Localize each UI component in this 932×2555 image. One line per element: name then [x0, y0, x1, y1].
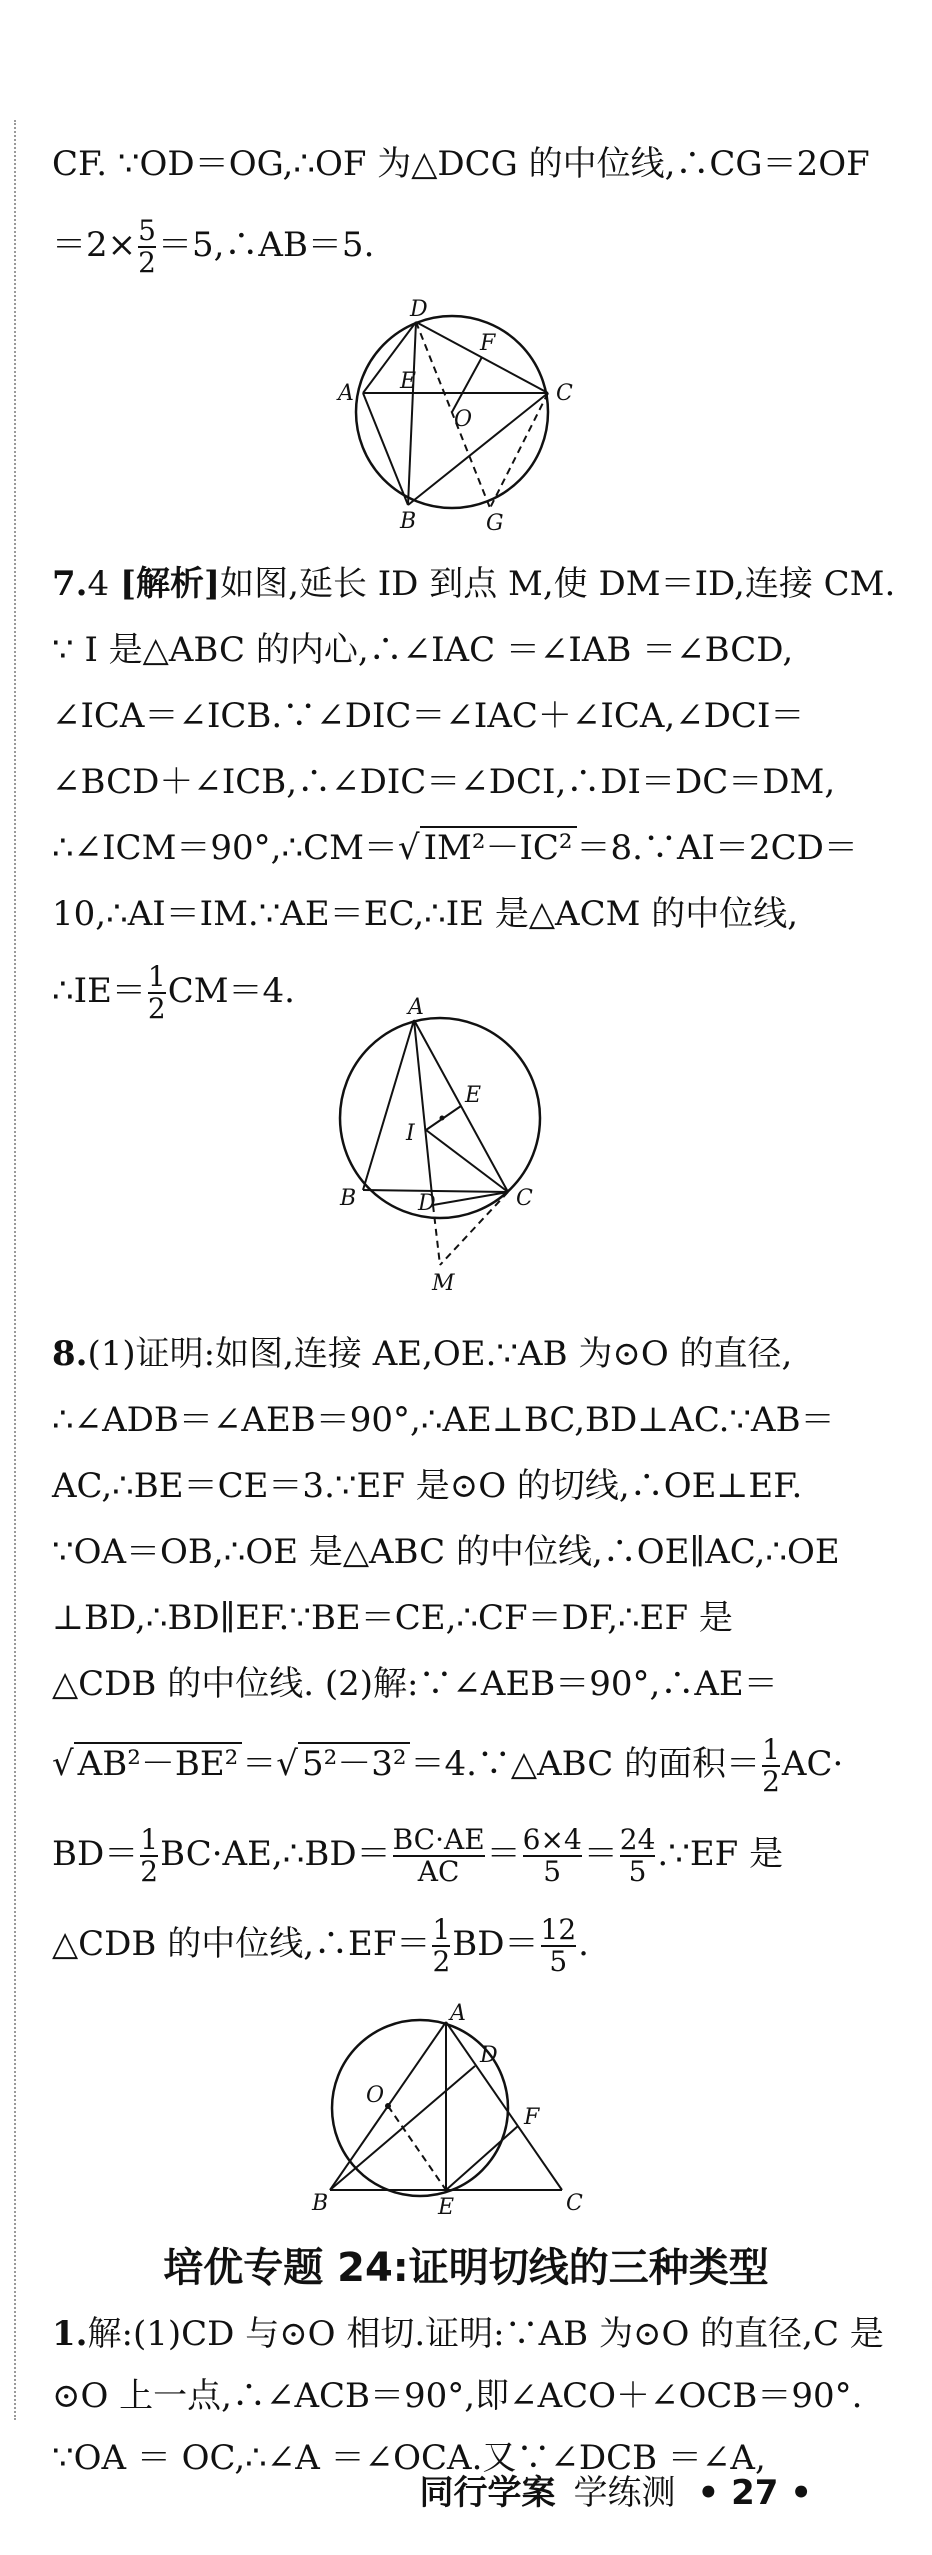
- point-label: C: [516, 1186, 533, 1211]
- point-label: C: [566, 2191, 583, 2216]
- text-line: ∠BCD＋∠ICB,∴∠DIC＝∠DCI,∴DI＝DC＝DM,: [52, 762, 836, 802]
- fraction: $\frac{6\times 4}{5}$: [522, 1823, 582, 1888]
- fraction: $\frac{1}{2}$: [147, 960, 166, 1025]
- point-label: A: [338, 381, 354, 406]
- geometry-figure-2: [330, 995, 570, 1304]
- text-line: ∵OA ＝ OC,∴∠A ＝∠OCA.又∵∠DCB ＝∠A,: [52, 2438, 766, 2478]
- point-label: A: [450, 2001, 466, 2026]
- text-line: ∴IE＝ $\frac{1}{2}$ CM＝4.: [52, 960, 295, 1025]
- point-label: D: [480, 2043, 498, 2068]
- text-line: CF. ∵OD＝OG,∴OF 为△DCG 的中位线,∴CG＝2OF: [52, 144, 870, 184]
- text-line: 1.解:(1)CD 与⊙O 相切.证明:∵AB 为⊙O 的直径,C 是: [52, 2314, 884, 2354]
- point-label: B: [400, 509, 417, 534]
- point-label: D: [410, 297, 428, 322]
- binding-margin-line: [14, 120, 16, 2420]
- page-footer: [420, 2468, 812, 2518]
- point-label: C: [556, 381, 573, 406]
- point-label: B: [312, 2191, 329, 2216]
- section-title: 培优专题 24:证明切线的三种类型: [163, 2245, 769, 2291]
- page-number: • 27 •: [697, 2473, 812, 2513]
- footer-brand: 同行学案: [419, 2473, 556, 2513]
- point-label: I: [406, 1121, 415, 1146]
- point-label: E: [400, 369, 417, 394]
- text-line: 7.4 [解析]如图,延长 ID 到点 M,使 DM＝ID,连接 CM.: [52, 564, 896, 604]
- fraction: $\frac{24}{5}$: [619, 1823, 656, 1888]
- geometry-figure-3: [290, 2001, 610, 2224]
- point-label: A: [408, 995, 424, 1020]
- text-line: ∵OA＝OB,∴OE 是△ABC 的中位线,∴OE∥AC,∴OE: [52, 1532, 840, 1572]
- text-line: ＝2× $\frac{5}{2}$ ＝5,∴AB＝5.: [52, 214, 375, 279]
- text-line: ∴∠ADB＝∠AEB＝90°,∴AE⊥BC,BD⊥AC.∵AB＝: [52, 1400, 835, 1440]
- fraction: $\frac{1}{2}$: [432, 1913, 451, 1978]
- text-line: ⊥BD,∴BD∥EF.∵BE＝CE,∴CF＝DF,∴EF 是: [52, 1598, 733, 1638]
- point-label: B: [340, 1186, 357, 1211]
- point-label: O: [454, 407, 473, 432]
- fraction: $\frac{12}{5}$: [540, 1913, 577, 1978]
- point-label: D: [418, 1191, 436, 1216]
- fraction: $\frac{BC\cdot AE}{AC}$: [392, 1823, 485, 1888]
- text-line: ∴∠ICM＝90°,∴CM＝√ IM²－IC² ＝8.∵AI＝2CD＝: [52, 828, 858, 868]
- text-line: △CDB 的中位线,∴EF＝ $\frac{1}{2}$ BD＝ $\frac{12}{5}$ .: [52, 1913, 589, 1978]
- text-line: ∠ICA＝∠ICB.∵∠DIC＝∠IAC＋∠ICA,∠DCI＝: [52, 696, 805, 736]
- text-line: ∵ I 是△ABC 的内心,∴∠IAC ＝∠IAB ＝∠BCD,: [52, 630, 794, 670]
- text-line: △CDB 的中位线. (2)解:∵∠AEB＝90°,∴AE＝: [52, 1664, 778, 1704]
- point-label: G: [486, 511, 504, 536]
- point-label: E: [465, 1083, 482, 1108]
- text-line: AC,∴BE＝CE＝3.∵EF 是⊙O 的切线,∴OE⊥EF.: [52, 1466, 803, 1506]
- point-label: F: [480, 331, 496, 356]
- geometry-figure-1: [330, 297, 590, 536]
- text-line: 8.(1)证明:如图,连接 AE,OE.∵AB 为⊙O 的直径,: [52, 1334, 793, 1374]
- point-label: O: [366, 2083, 385, 2108]
- footer-subtitle: 学练测: [573, 2473, 676, 2513]
- text-line: ⊙O 上一点,∴∠ACB＝90°,即∠ACO＋∠OCB＝90°.: [52, 2376, 863, 2416]
- text-line: 10,∴AI＝IM.∵AE＝EC,∴IE 是△ACM 的中位线,: [52, 894, 799, 934]
- fraction: $\frac{5}{2}$: [138, 214, 156, 279]
- point-label: F: [524, 2105, 540, 2130]
- point-label: M: [432, 1271, 455, 1296]
- point-label: E: [438, 2195, 455, 2220]
- fraction: $\frac{1}{2}$: [762, 1733, 780, 1798]
- text-line: √ AB²－BE² ＝√ 5²－3² ＝4.∵△ABC 的面积＝ $\frac{1}{2}$ AC·: [52, 1733, 844, 1798]
- fraction: $\frac{1}{2}$: [140, 1823, 159, 1888]
- text-line: BD＝ $\frac{1}{2}$ BC·AE,∴BD＝ $\frac{BC\cdot AE}{AC}$ ＝ $\frac{6\times 4}{5}$ ＝ $\frac{24}{5}$ .∵EF 是: [52, 1823, 784, 1888]
